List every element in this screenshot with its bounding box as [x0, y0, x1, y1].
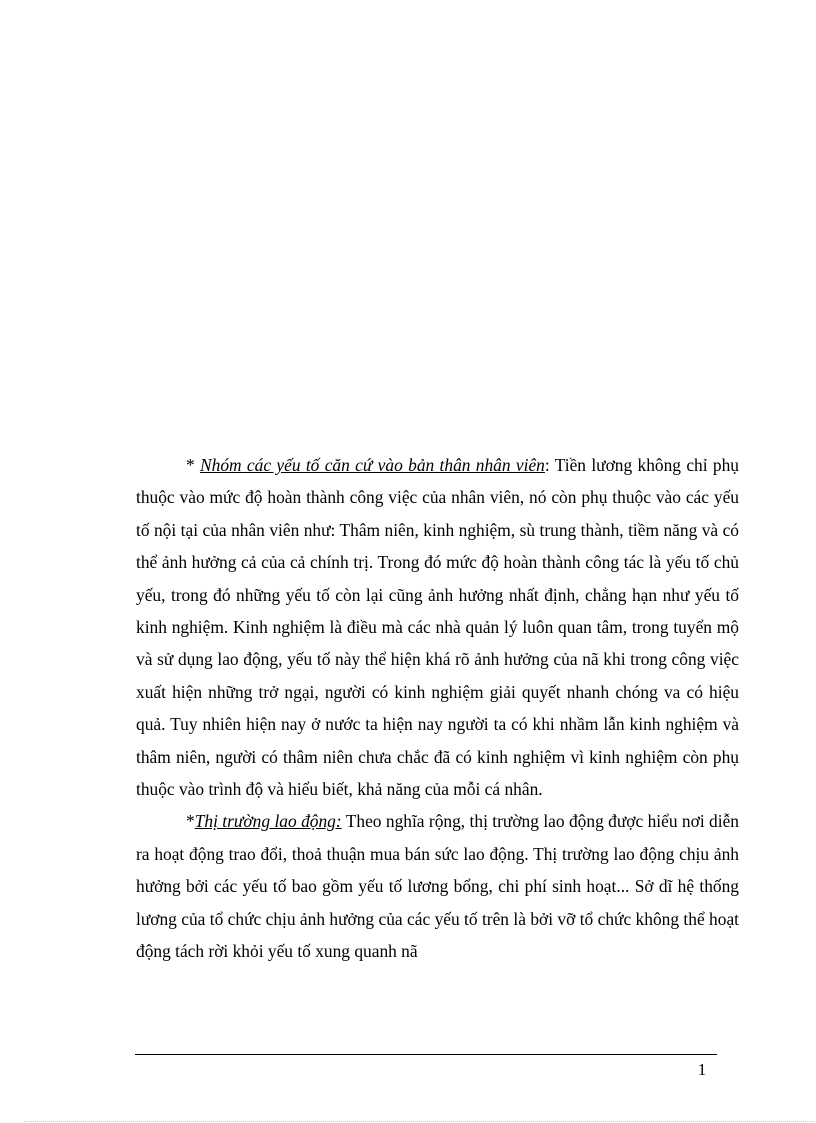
page-bottom-edge — [24, 1121, 814, 1122]
paragraph-heading: Nhóm các yếu tố căn cứ vào bản thân nhân viên — [200, 455, 545, 475]
footer-divider — [135, 1054, 717, 1055]
body-text — [136, 449, 739, 968]
paragraph-body: Tiền lương không chỉ phụ thuộc vào mức độ hoàn thành công việc của nhân viên, nó còn phụ thuộc vào các yếu tố nội tại của nhân viên như: Thâm niên, kinh nghiệm, sù trung thành, tiềm năng và có thể ảnh hưởng cả của cả chính trị. Trong đó mức độ hoàn thành công tác là yếu tố chủ yếu, trong đó những yếu tố còn lại cũng ảnh hưởng nhất định, chẳng hạn như yếu tố kinh nghiệm. Kinh nghiệm là điều mà các nhà quản lý luôn quan tâm, trong tuyển mộ và sử dụng lao động, yếu tố này thể hiện khá rõ ảnh hưởng của nã khi trong công việc xuất hiện những trở ngại, người có kinh nghiệm giải quyết nhanh chóng va có hiệu quả. Tuy nhiên hiện nay ở nước ta hiện nay người ta có khi nhầm lẫn kinh nghiệm và thâm niên, người có thâm niên chưa chắc đã có kinh nghiệm vì kinh nghiệm còn phụ thuộc vào trình độ và hiểu biết, khả năng của mỗi cá nhân. — [136, 455, 739, 800]
paragraph-heading: Thị trường lao động: — [194, 811, 342, 832]
paragraph-bullet: * — [186, 811, 195, 832]
paragraph-body: Theo nghĩa rộng, thị trường lao động được hiểu nơi diễn ra hoạt động trao đổi, thoả thuận mua bán sức lao động. Thị trường lao động chịu ảnh hưởng bởi các yếu tố bao gồm yếu tố lương bổng, chi phí sinh hoạt... Sở dĩ hệ thống lương của tổ chức chịu ảnh hưởng của các yếu tố trên là bởi vỡ tổ chức không thể hoạt động tách rời khỏi yếu tố xung quanh nã — [136, 811, 739, 962]
paragraph-labor-market — [136, 805, 739, 967]
paragraph-bullet: * — [186, 455, 201, 475]
page-number: 1 — [697, 1060, 707, 1079]
paragraph-heading-separator: : — [544, 455, 555, 475]
paragraph-employee-factors — [136, 449, 739, 805]
